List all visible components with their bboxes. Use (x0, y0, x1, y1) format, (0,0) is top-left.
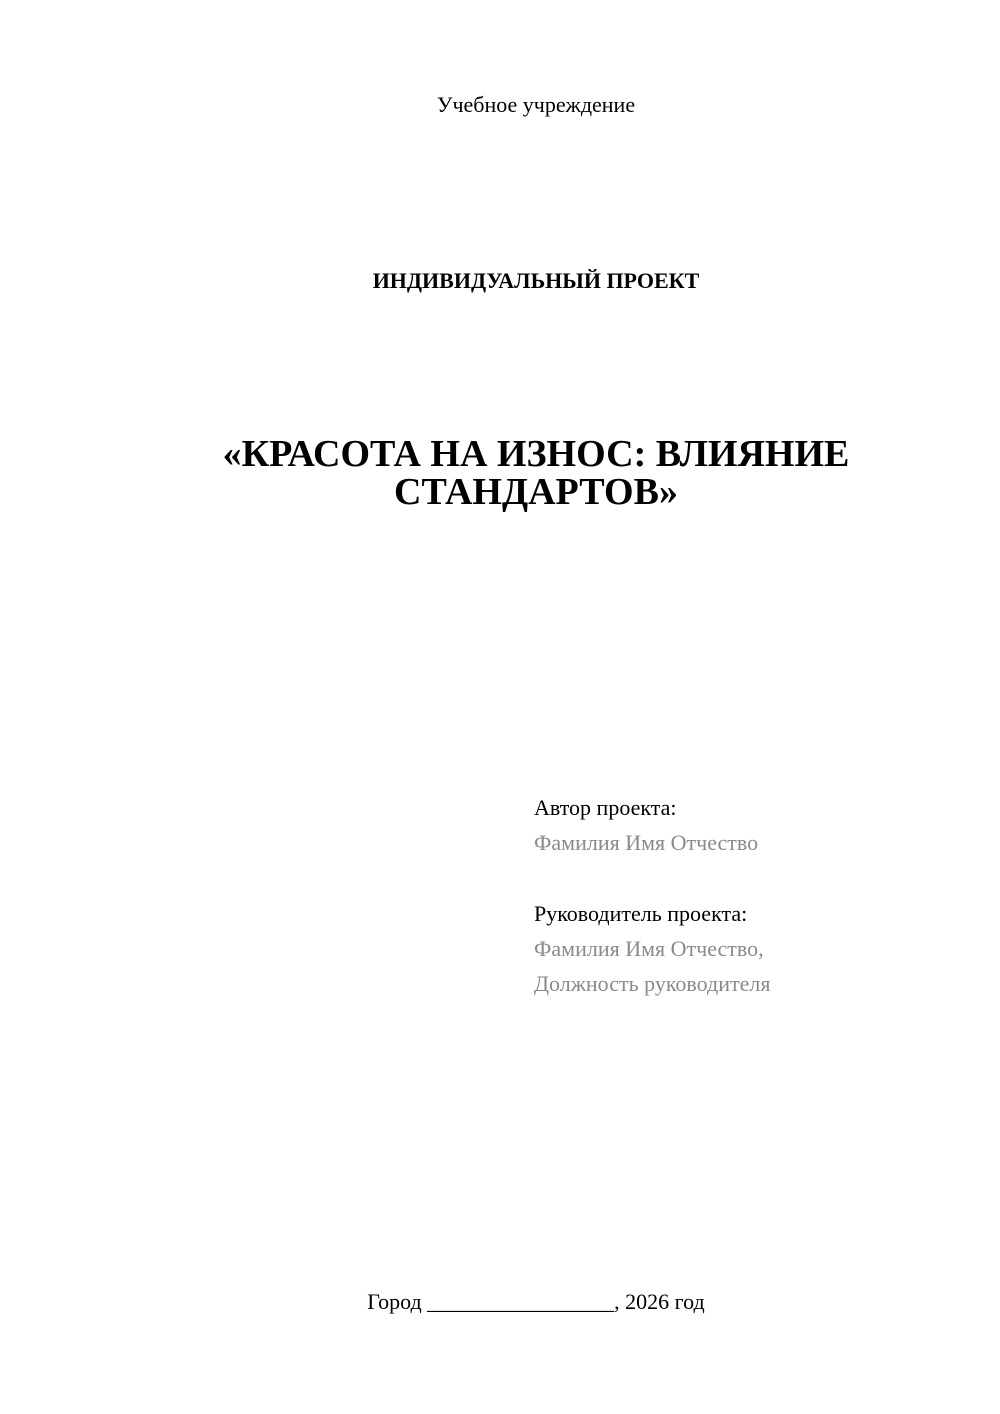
document-type: ИНДИВИДУАЛЬНЫЙ ПРОЕКТ (372, 268, 700, 293)
project-title-line-2: СТАНДАРТОВ» (394, 471, 678, 513)
institution-name: Учебное учреждение (436, 92, 636, 117)
info-spacer (534, 860, 934, 896)
supervisor-name-placeholder: Фамилия Имя Отчество, (534, 936, 764, 961)
city-year-line: Город _________________, 2026 год (367, 1289, 705, 1314)
project-info-block (534, 790, 934, 1001)
author-label: Автор проекта: (534, 795, 677, 820)
author-name-placeholder: Фамилия Имя Отчество (534, 830, 759, 855)
project-title-line-1: «КРАСОТА НА ИЗНОС: ВЛИЯНИЕ (222, 433, 850, 475)
supervisor-position-placeholder: Должность руководителя (534, 971, 771, 996)
supervisor-label: Руководитель проекта: (534, 901, 748, 926)
project-title (0, 435, 1000, 511)
